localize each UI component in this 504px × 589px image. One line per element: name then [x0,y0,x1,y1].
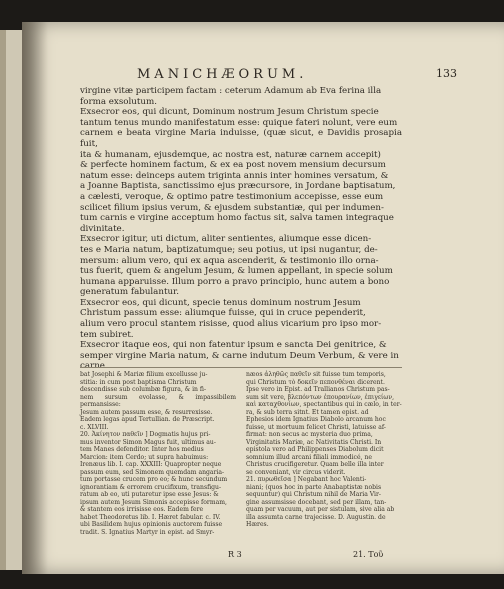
page-gutter-shadow [22,22,48,574]
book-page [22,22,504,574]
body-paragraph: Exsecror igitur, uti dictum, aliter sentientes, aliumque esse dicen- tes e Maria natum, baptizatumque; seu potius, ut ipsi nugantur, de- mersum: alium vero, qui ex aqua ascenderit, & testimonio illo orna- tus fuerit, quem & angelum Jesum, & lumen appellant, in specie solum humana apparuisse. Illum porro a pravo principio, hunc autem a bono generatum fabulantur. [80,234,393,298]
catchword: 21. Τοῦ [353,550,384,559]
running-head: MANICHÆORUM. [137,67,308,82]
signature-mark: R 3 [228,550,242,559]
main-text [80,86,402,372]
left-page-shadow [0,30,6,570]
body-paragraph: Exsecror eos, qui dicunt, Dominum nostrum Jesum Christum specie tantum tenus mundo manifestatum esse: quique fateri nolunt, vere eum carnem e beata virgine Maria induisse, (quæ sicut, e Davidis prosapia fuit, ita & humanam, ejusdemque, ac nostra est, naturæ carnem accepit) & perfecte hominem factum, & ex ea post novem mensium decursum natum esse: deinceps autem triginta annis inter homines versatum, & a Joanne Baptista, sanctissimo ejus præcursore, in Jordane baptisatum, a cælesti, veroque, & optimo patre testimonium accepisse, esse eum scilicet filium ipsius verum, & ejusdem substantiæ, qui per indumen- tum carnis e virgine acceptum homo factus sit, salva tamen integraque divinitate. [80,107,402,234]
page-header [137,67,457,83]
body-paragraph: virgine vitæ participem factam : ceterum Adamum ab Eva ferina illa forma exsolutum. [80,86,382,107]
footnote-column-right [246,371,402,529]
footnote-divider [80,367,402,368]
body-paragraph: Exsecror itaque eos, qui non fatentur ipsum e sancta Dei genitrice, & semper virgine Maria natum, & carne indutum Deum Verbum, & vere in carne [80,340,399,372]
page-number: 133 [436,67,457,80]
body-paragraph: Exsecror eos, qui dicunt, specie tenus dominum nostrum Jesum Christum passum esse: aliumque fuisse, qui in cruce pependerit, alium vero procul stantem risisse, quod alius vicarium pro ipso mor- tem subiret. [80,297,382,340]
footnote-text: næos ἀληθῶς παθεῖν sit fuisse tum temporis, qui Christum τὸ δοκεῖν πεπονθέναι dicerent. Ipse vero in Epist. ad Trallianos Christum pas- sum sit vere, βλεπόντων ἐπουρανίων, ἐπιγείων, καὶ καταχθονίων, spectantibus qui in cælo, in ter- ra, & sub terra sitnt. Et tamen epist. ad Ephesios idem Ignatius Diabolo arcanum hoc fuisse, ut mortuum felicet Christi, latuisse af- firmat: non secus ac mysteria duo prima, Virginitatis Mariæ, ac Nativitatis Christi. In epistola vero ad Philippenses Diabolum dicit somnium illud arcani filiali immodicé, ne Christus crucifigeretur. Quam belle illa inter se conveniant, vir circus viderit. 21. πυρωθεῖσα ] Negabant hoc Valenti- niani; (quos hoc in parte Anabaptistæ nobis sequuntur) qui Christum nihil de Maria Vir- gine assumsisse docebant, sed per illam, tan- quam per vacuum, aut per sistulam, sive alia ab illa assumta carne trajecisse. D. Augustin. de Hæres. [246,371,402,528]
footnote-text: bat Josephi & Mariæ filium excellusse ju- stitia: in cum post baptisma Christum descendisse sub columbæ figura, & in fi- nem sursum evolasse, & impassibilem permansisse: Jesum autem passum esse, & resurrexisse. Eadem legas apud Tertullian. de Præscript. c. XLVIII. 20. Ἀκίνητον παθεῖν ] Dogmatis hujus pri- mus inventor Simon Magus fuit, ultimus au- tem Manes defenditor. Inter hos medius Marcion: item Cerdo; ut supra habuimus: Irenæus lib. I. cap. XXXIII: Quapropter neque passum eum, sed Simonem quemdam angaria- tum portasse crucem pro eo; & hunc secundum ignorantiam & errorem crucifixum, transfigu- ratum ab eo, uti putaretur ipse esse Jesus: & ipsum autem Jesum Simonis accepisse formam, & stantem eos irrisisse eos. Eadem fere habet Theodoretus lib. I. Hæret fabular. c. IV. ubi Basilidem hujus opinionis auctorem fuisse tradit. S. Ignatius Martyr in epist. ad Smyr- [80,371,236,536]
footnote-column-left [80,371,236,536]
